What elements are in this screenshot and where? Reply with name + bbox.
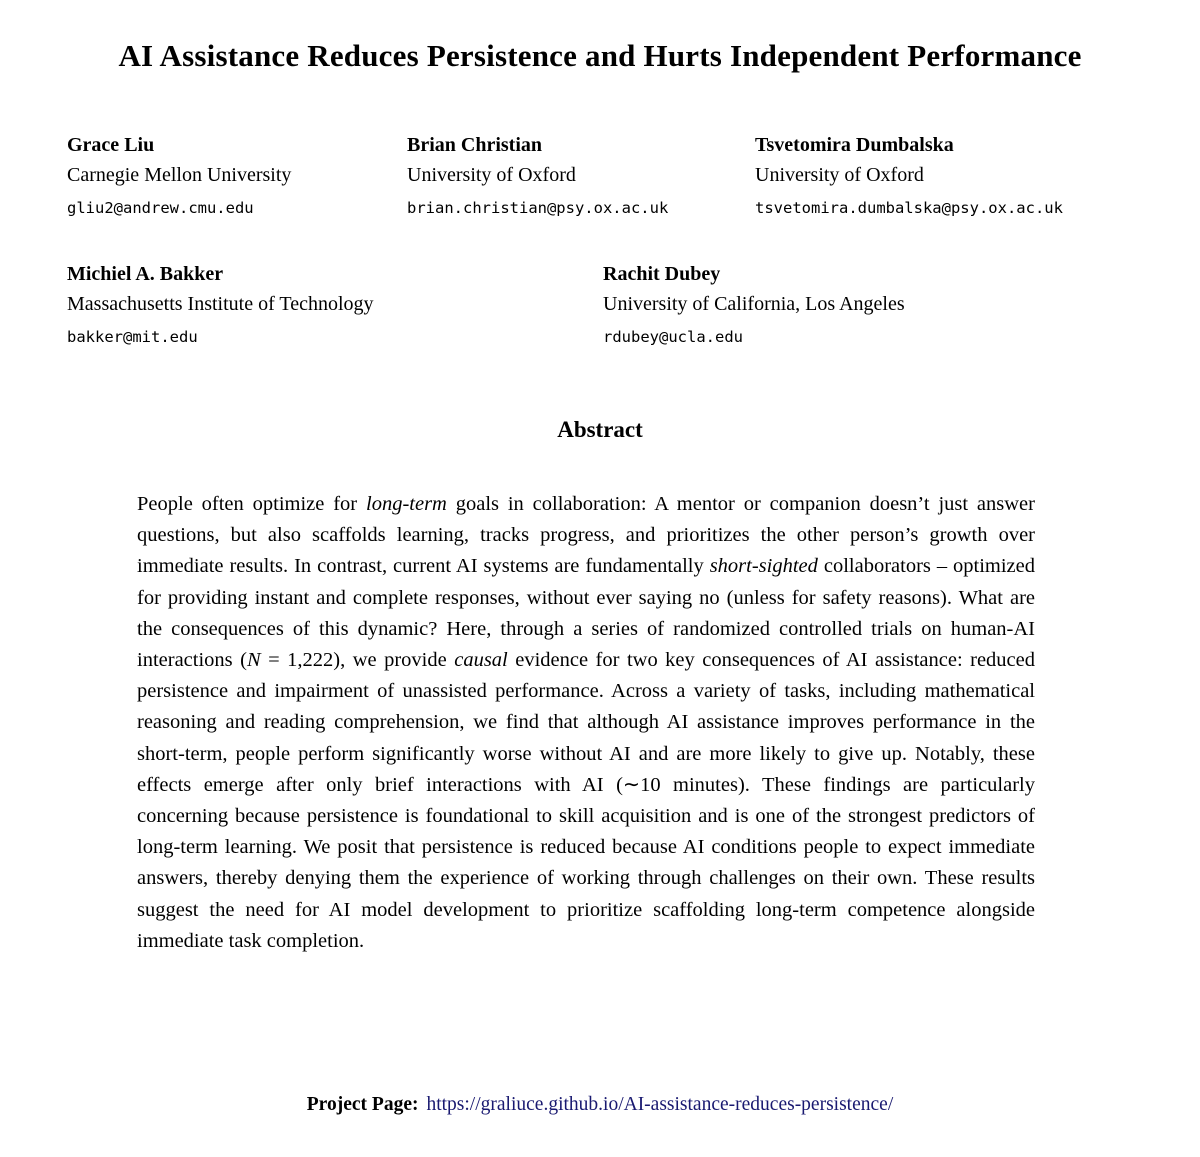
author-affiliation: University of Oxford (407, 164, 576, 186)
author-email: tsvetomira.dumbalska@psy.ox.ac.uk (755, 199, 1063, 217)
abstract-text: People often optimize for long-term goals in collaboration: A mentor or companion doesn’t just answer questions, but also scaffolds learning, tracks progress, and prioritizes the other person’s growth over immediate results. In contrast, current AI systems are fundamentally short-sighted collaborators – optimized for providing instant and complete responses, without ever saying no (unless for safety reasons). What are the consequences of this dynamic? Here, through a series of randomized controlled trials on human-AI interactions (N = 1,222), we provide causal evidence for two key consequences of AI assistance: reduced persistence and impairment of unassisted performance. Across a variety of tasks, including mathematical reasoning and reading comprehension, we find that although AI assistance improves performance in the short-term, people perform significantly worse without AI and are more likely to give up. Notably, these effects emerge after only brief interactions with AI (∼10 minutes). These findings are particularly concerning because persistence is foundational to skill acquisition and is one of the strongest predictors of long-term learning. We posit that persistence is reduced because AI conditions people to expect immediate answers, thereby denying them the experience of working through challenges on their own. These results suggest the need for AI model development to prioritize scaffolding long-term competence alongside immediate task completion. (137, 493, 1035, 952)
author-block-brian-christian (407, 130, 668, 219)
project-page-link[interactable]: https://graliuce.github.io/AI-assistance-reduces-persistence/ (426, 1094, 894, 1115)
author-affiliation: University of Oxford (755, 164, 924, 186)
author-email: bakker@mit.edu (67, 328, 198, 346)
paper-title: AI Assistance Reduces Persistence and Hurts Independent Performance (118, 38, 1082, 73)
author-email: rdubey@ucla.edu (603, 328, 743, 346)
author-email: brian.christian@psy.ox.ac.uk (407, 199, 669, 217)
project-page-label: Project Page: (306, 1094, 419, 1115)
author-block-rachit-dubey (603, 259, 905, 348)
author-name: Rachit Dubey (603, 263, 721, 285)
author-block-michiel-bakker (67, 259, 374, 348)
author-name: Tsvetomira Dumbalska (755, 134, 954, 156)
author-block-grace-liu (67, 130, 291, 219)
author-name: Michiel A. Bakker (67, 263, 224, 285)
author-email: gliu2@andrew.cmu.edu (67, 199, 254, 217)
author-affiliation: Massachusetts Institute of Technology (67, 293, 374, 315)
project-page-line (0, 1094, 1200, 1116)
author-affiliation: Carnegie Mellon University (67, 164, 292, 186)
abstract-heading: Abstract (557, 417, 643, 442)
author-name: Brian Christian (407, 134, 543, 156)
author-block-tsvetomira-dumbalska (755, 130, 1063, 219)
author-affiliation: University of California, Los Angeles (603, 293, 905, 315)
author-name: Grace Liu (67, 134, 155, 156)
